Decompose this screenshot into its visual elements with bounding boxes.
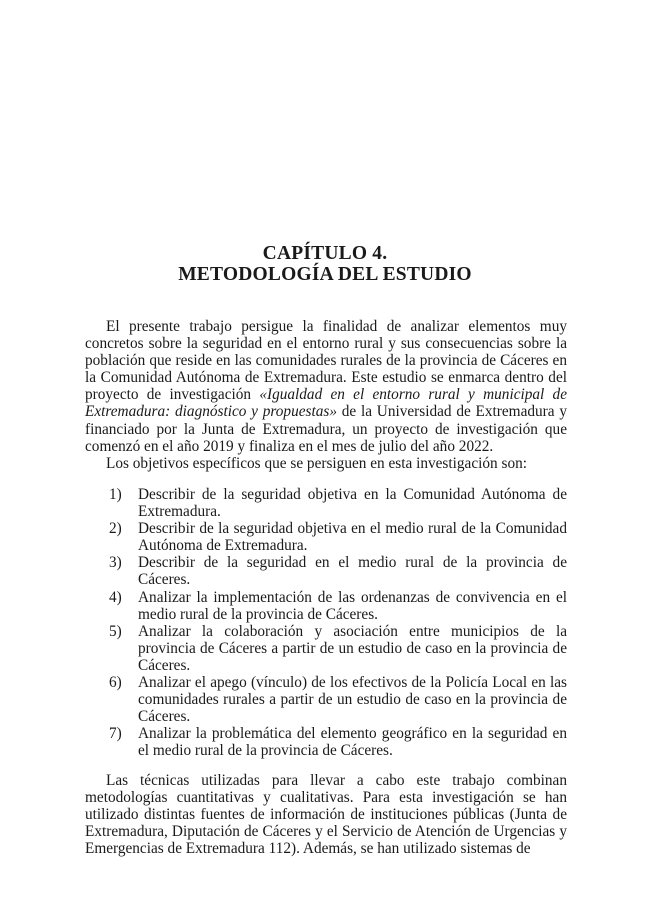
list-item-text: Analizar la implementación de las ordenanzas de convivencia en el medio rural de la provincia de Cáceres. bbox=[138, 588, 567, 623]
intro-text-end: de la Universidad de Extremadura y financiado por la Junta de Extremadura, un proyecto de investigación que comenzó en el año 2019 y finaliza en el mes de julio del año 2022. bbox=[85, 403, 567, 455]
list-item-number: 4) bbox=[109, 588, 122, 606]
list-item bbox=[85, 554, 567, 588]
list-item-text: Describir de la seguridad objetiva en el medio rural de la Comunidad Autónoma de Extremadura. bbox=[138, 520, 567, 555]
list-item-text: Analizar la colaboración y asociación entre municipios de la provincia de Cáceres a partir de un estudio de caso en la provincia de Cáceres. bbox=[138, 622, 567, 674]
list-item bbox=[85, 520, 567, 554]
intro-text-start: El presente trabajo persigue la finalidad de analizar elementos muy concretos sobre la seguridad en el entorno rural y sus consecuencias sobre la población que reside en las comunidades rurales de la provincia de Cáceres en la Comunidad Autónoma de Extremadura. Este estudio se enmarca dentro del proyecto de investigación bbox=[85, 318, 567, 404]
list-item-number: 5) bbox=[109, 622, 122, 640]
project-title: «Igualdad en el entorno rural y municipal de Extremadura: diagnóstico y propuestas» bbox=[85, 386, 567, 421]
list-item-number: 7) bbox=[109, 725, 122, 743]
list-item bbox=[85, 486, 567, 520]
list-item bbox=[85, 674, 567, 725]
chapter-heading bbox=[0, 243, 650, 285]
list-item bbox=[85, 589, 567, 623]
list-item-text: Analizar la problemática del elemento geográfico en la seguridad en el medio rural de la provincia de Cáceres. bbox=[138, 725, 567, 760]
chapter-number: CAPÍTULO 4. bbox=[262, 243, 388, 264]
methods-section bbox=[85, 772, 567, 857]
intro-paragraph bbox=[85, 318, 567, 455]
list-item-text: Describir de la seguridad objetiva en la Comunidad Autónoma de Extremadura. bbox=[138, 486, 567, 521]
list-item bbox=[85, 623, 567, 674]
intro-section bbox=[85, 318, 567, 472]
list-item-number: 3) bbox=[109, 554, 122, 572]
list-item bbox=[85, 725, 567, 759]
objectives-intro: Los objetivos específicos que se persiguen en esta investigación son: bbox=[106, 454, 527, 472]
chapter-title: METODOLOGÍA DEL ESTUDIO bbox=[178, 264, 472, 285]
list-item-number: 6) bbox=[109, 674, 122, 692]
methods-paragraph: Las técnicas utilizadas para llevar a cabo este trabajo combinan metodologías cuantitativas y cualitativas. Para esta investigación se han utilizado distintas fuentes de información de instituciones públicas (Junta de Extremadura, Diputación de Cáceres y el Servicio de Atención de Urgencias y Emergencias de Extremadura 112). Además, se han utilizado sistemas de bbox=[85, 772, 567, 858]
list-item-number: 2) bbox=[109, 520, 122, 538]
objectives-list bbox=[85, 486, 567, 760]
list-item-number: 1) bbox=[109, 486, 122, 503]
list-item-text: Analizar el apego (vínculo) de los efectivos de la Policía Local en las comunidades rurales a partir de un estudio de caso en la provincia de Cáceres. bbox=[138, 674, 567, 726]
list-item-text: Describir de la seguridad en el medio rural de la provincia de Cáceres. bbox=[138, 554, 567, 589]
